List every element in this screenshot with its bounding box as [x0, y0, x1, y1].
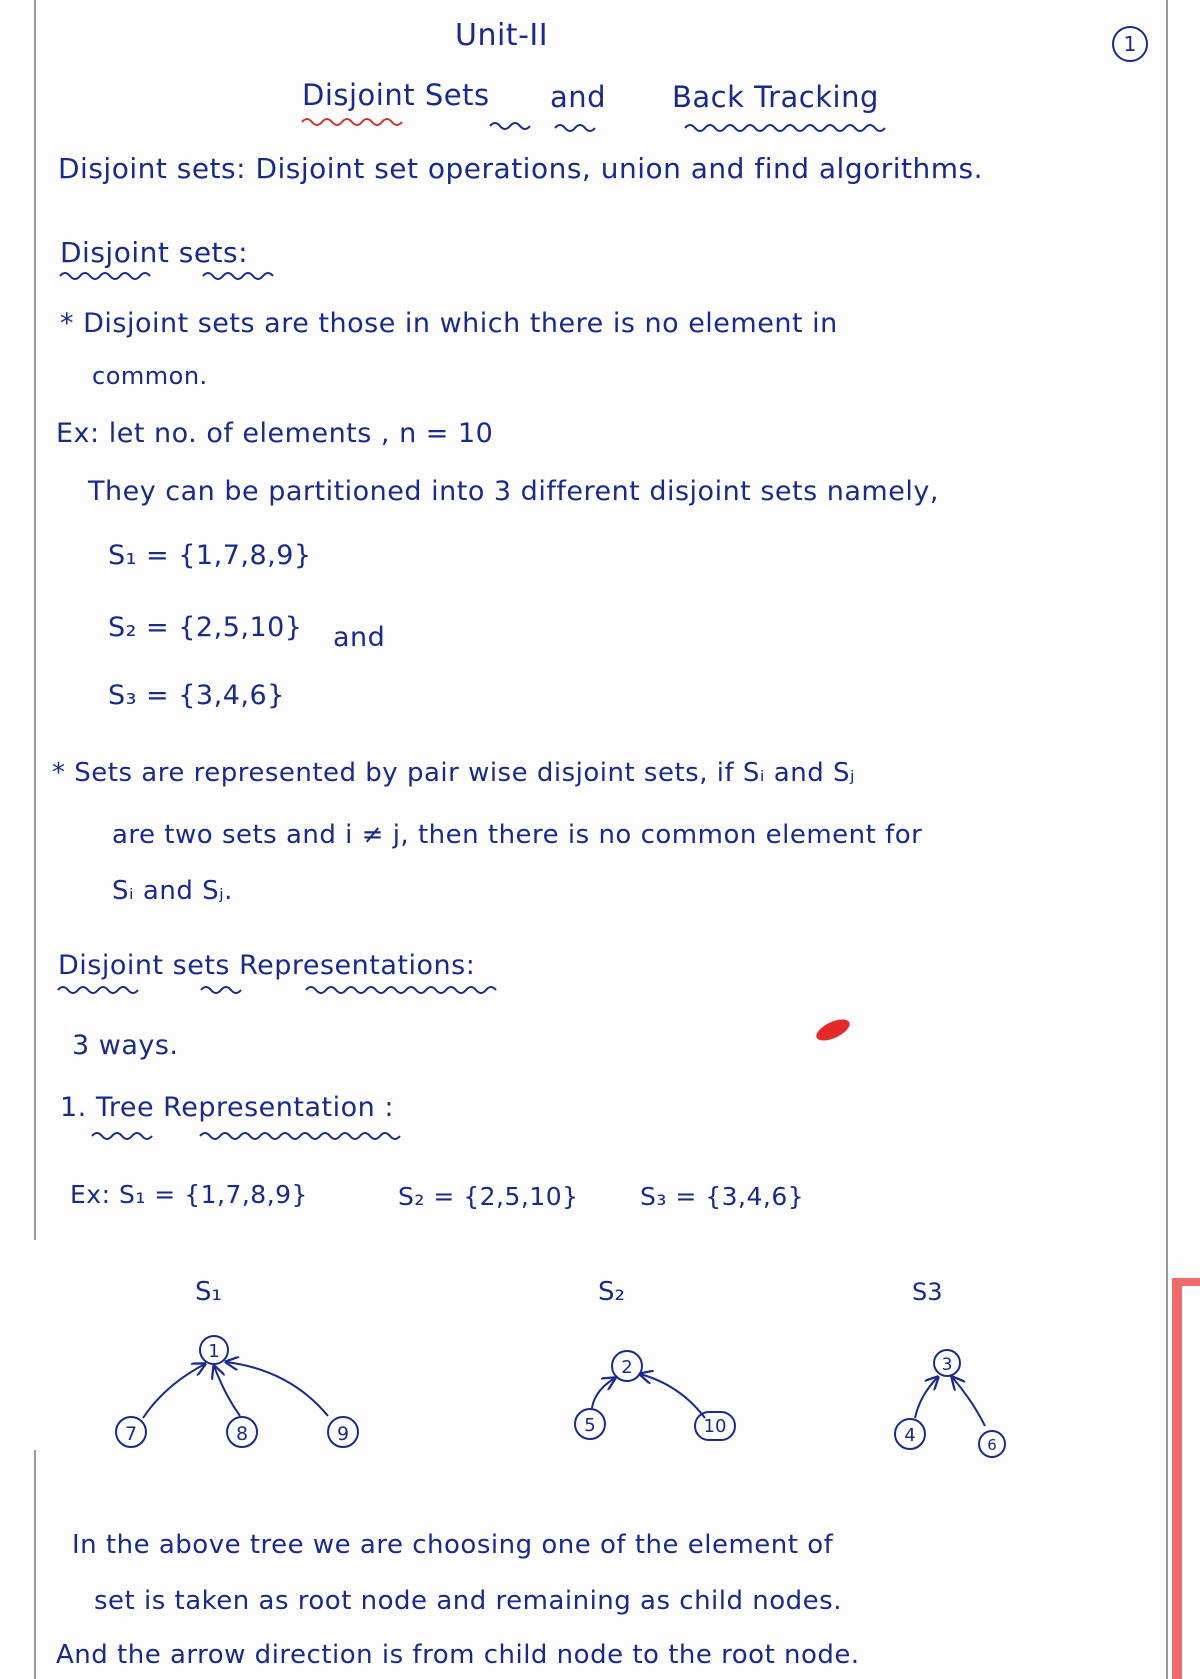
example-s2: S₂ = {2,5,10}: [398, 1182, 579, 1211]
tree-s2-child-5: 5: [584, 1415, 596, 1436]
partition-line: They can be partitioned into 3 different disjoint sets namely,: [88, 476, 939, 507]
example-line: Ex: let no. of elements , n = 10: [56, 418, 494, 449]
tree-s2-label: S₂: [598, 1277, 625, 1307]
bullet1-line1: * Disjoint sets are those in which there is no element in: [60, 308, 838, 339]
bullet1-line2: common.: [92, 362, 208, 390]
tree-s3-child-6: 6: [987, 1436, 997, 1454]
tree-s1-root-label: 1: [208, 1341, 220, 1362]
set-s3: S₃ = {3,4,6}: [108, 680, 285, 711]
tree-s1-label: S₁: [195, 1277, 222, 1307]
closing-line1: In the above tree we are choosing one of the element of: [72, 1530, 834, 1560]
tree-s1-child-7: 7: [124, 1423, 138, 1445]
tree-s3-label: S3: [912, 1278, 943, 1306]
tree-representation-heading: 1. Tree Representation :: [60, 1092, 394, 1123]
title-disjoint-sets: Disjoint Sets: [302, 78, 490, 112]
example-s1: Ex: S₁ = {1,7,8,9}: [70, 1180, 308, 1209]
section-heading-disjoint-sets: Disjoint sets:: [60, 236, 249, 269]
tree-s2-child-10: 10: [703, 1416, 727, 1437]
unit-heading: Unit-II: [455, 18, 549, 53]
set-s2: S₂ = {2,5,10}: [108, 612, 303, 643]
tree-s1-child-9: 9: [336, 1423, 350, 1445]
tree-s3-child-4: 4: [904, 1425, 916, 1446]
closing-line2: set is taken as root node and remaining as child nodes.: [94, 1586, 842, 1616]
closing-line3: And the arrow direction is from child node to the root node.: [56, 1640, 860, 1670]
tree-s1-child-8: 8: [235, 1423, 249, 1445]
bullet2-line2: are two sets and i ≠ j, then there is no common element for: [112, 820, 923, 850]
syllabus-line: Disjoint sets: Disjoint set operations, union and find algorithms.: [58, 152, 984, 185]
set-s1: S₁ = {1,7,8,9}: [108, 540, 312, 571]
example-s3: S₃ = {3,4,6}: [640, 1182, 805, 1211]
bullet2-line3: Sᵢ and Sⱼ.: [112, 876, 233, 906]
title-and: and: [550, 80, 607, 114]
tree-s3-root-label: 3: [941, 1355, 953, 1375]
bullet2-line1: * Sets are represented by pair wise disjoint sets, if Sᵢ and Sⱼ: [52, 758, 856, 788]
tree-s2-root-label: 2: [621, 1357, 633, 1378]
red-highlight-bar-vertical: [1172, 1278, 1182, 1679]
section-heading-representations: Disjoint sets Representations:: [58, 950, 476, 981]
set-s2-and: and: [333, 622, 386, 653]
three-ways: 3 ways.: [72, 1030, 179, 1061]
page-number: 1: [1123, 32, 1137, 56]
title-back-tracking: Back Tracking: [672, 80, 879, 114]
